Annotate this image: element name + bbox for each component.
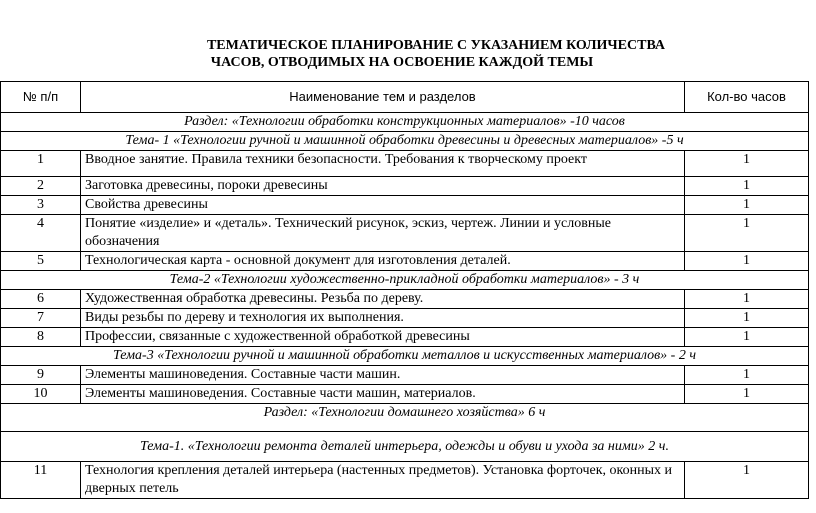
row-name: Свойства древесины xyxy=(81,196,685,215)
thematic-plan-table xyxy=(0,81,809,499)
row-hours: 1 xyxy=(685,196,809,215)
document-title-line-2: ЧАСОВ, ОТВОДИМЫХ НА ОСВОЕНИЕ КАЖДОЙ ТЕМЫ xyxy=(210,55,594,70)
table-row xyxy=(1,385,809,404)
row-name: Профессии, связанные с художественной обработкой древесины xyxy=(81,328,685,347)
row-name: Элементы машиноведения. Составные части машин, материалов. xyxy=(81,385,685,404)
row-hours: 1 xyxy=(685,366,809,385)
row-hours: 1 xyxy=(685,215,809,252)
row-number: 2 xyxy=(1,177,81,196)
row-hours: 1 xyxy=(685,462,809,499)
row-number: 4 xyxy=(1,215,81,252)
row-hours: 1 xyxy=(685,385,809,404)
table-row xyxy=(1,151,809,177)
table-row xyxy=(1,215,809,252)
table-row xyxy=(1,366,809,385)
header-hours: Кол-во часов xyxy=(685,82,809,113)
row-name: Вводное занятие. Правила техники безопасности. Требования к творческому проект xyxy=(81,151,685,177)
row-name: Технологическая карта - основной документ для изготовления деталей. xyxy=(81,252,685,271)
row-number: 11 xyxy=(1,462,81,499)
table-header-row xyxy=(1,82,809,113)
row-name: Виды резьбы по дереву и технология их выполнения. xyxy=(81,309,685,328)
row-number: 6 xyxy=(1,290,81,309)
row-number: 3 xyxy=(1,196,81,215)
table-row xyxy=(1,177,809,196)
row-name: Художественная обработка древесины. Резьба по дереву. xyxy=(81,290,685,309)
row-number: 1 xyxy=(1,151,81,177)
section-row xyxy=(1,113,809,132)
topic-title: Тема- 1 «Технологии ручной и машинной обработки древесины и древесных материалов» -5 ч xyxy=(1,132,809,151)
row-number: 8 xyxy=(1,328,81,347)
row-hours: 1 xyxy=(685,328,809,347)
topic-row xyxy=(1,432,809,462)
table-row xyxy=(1,196,809,215)
row-number: 5 xyxy=(1,252,81,271)
table-row xyxy=(1,252,809,271)
row-hours: 1 xyxy=(685,177,809,196)
table-row xyxy=(1,290,809,309)
section-row xyxy=(1,404,809,432)
header-name: Наименование тем и разделов xyxy=(81,82,685,113)
topic-row xyxy=(1,347,809,366)
table-row xyxy=(1,462,809,499)
row-name: Технология крепления деталей интерьера (настенных предметов). Установка форточек, оконных и дверных петель xyxy=(81,462,685,499)
row-number: 10 xyxy=(1,385,81,404)
section-title: Раздел: «Технологии обработки конструкционных материалов» -10 часов xyxy=(1,113,809,132)
table-row xyxy=(1,328,809,347)
topic-row xyxy=(1,132,809,151)
row-name: Элементы машиноведения. Составные части машин. xyxy=(81,366,685,385)
row-name: Заготовка древесины, пороки древесины xyxy=(81,177,685,196)
row-name: Понятие «изделие» и «деталь». Технический рисунок, эскиз, чертеж. Линии и условные обозначения xyxy=(81,215,685,252)
topic-title: Тема-3 «Технологии ручной и машинной обработки металлов и искусственных материалов» - 2 ч xyxy=(1,347,809,366)
topic-title: Тема-1. «Технологии ремонта деталей интерьера, одежды и обуви и ухода за ними» 2 ч. xyxy=(1,432,809,462)
row-hours: 1 xyxy=(685,252,809,271)
row-hours: 1 xyxy=(685,151,809,177)
document-title-line-1: ТЕМАТИЧЕСКОЕ ПЛАНИРОВАНИЕ С УКАЗАНИЕМ КОЛИЧЕСТВА xyxy=(206,38,666,53)
topic-row xyxy=(1,271,809,290)
section-title: Раздел: «Технологии домашнего хозяйства» 6 ч xyxy=(1,404,809,432)
row-number: 7 xyxy=(1,309,81,328)
row-number: 9 xyxy=(1,366,81,385)
header-number: № п/п xyxy=(1,82,81,113)
table-row xyxy=(1,309,809,328)
topic-title: Тема-2 «Технологии художественно-прикладной обработки материалов» - 3 ч xyxy=(1,271,809,290)
row-hours: 1 xyxy=(685,290,809,309)
row-hours: 1 xyxy=(685,309,809,328)
